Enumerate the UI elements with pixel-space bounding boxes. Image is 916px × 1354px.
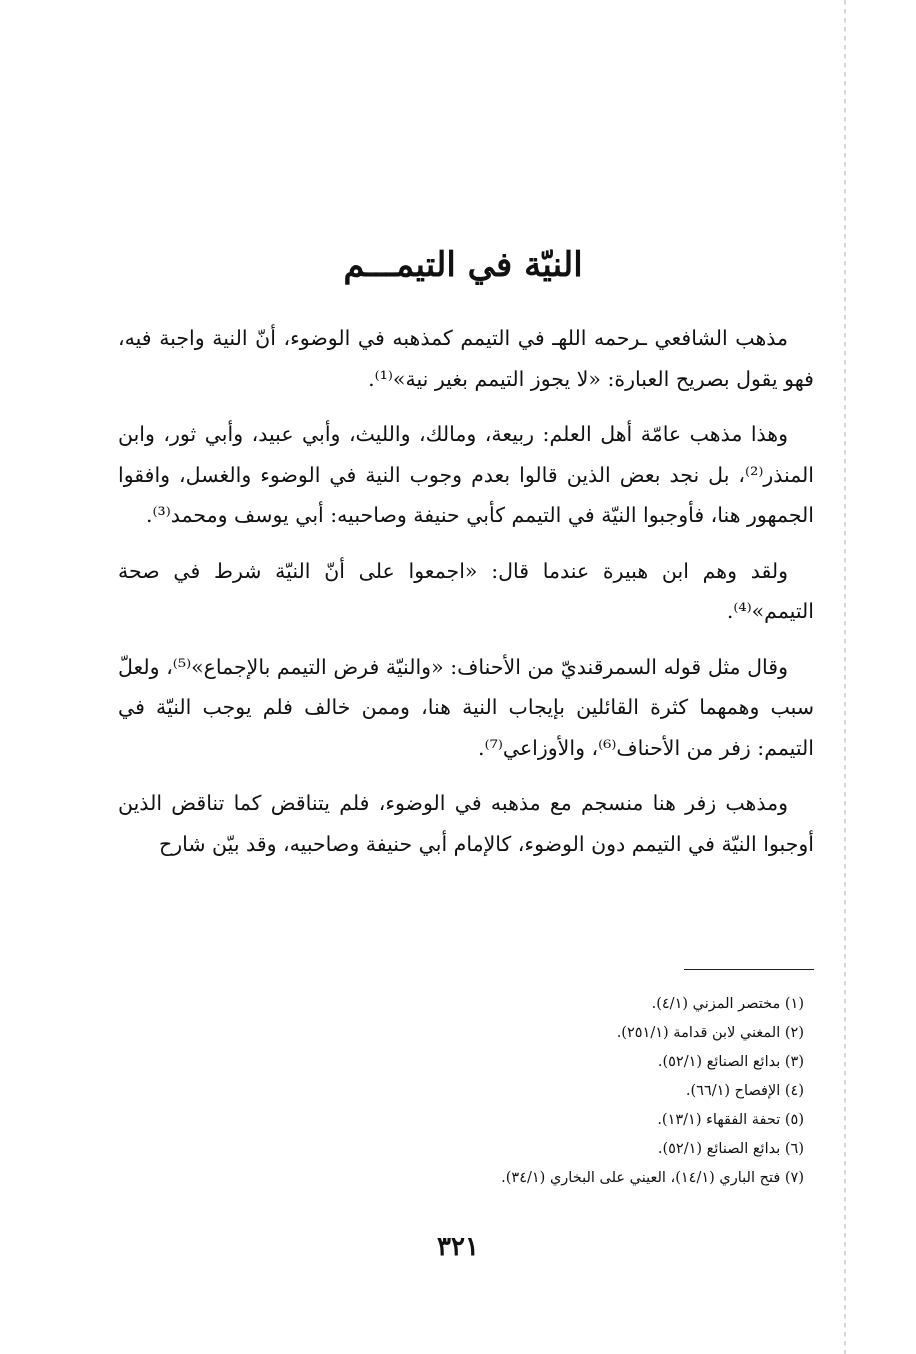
footnote: (١) مختصر المزني (٤/١). xyxy=(651,996,804,1012)
footnote: (٤) الإفصاح (٦٦/١). xyxy=(685,1083,804,1099)
paragraph: وقال مثل قوله السمرقنديّ من الأحناف: «والنيّة فرض التيمم بالإجماع»⁽⁵⁾، ولعلّ سبب وهمهما كثرة القائلين بإيجاب النية هنا، وممن خالف فلم يوجب النيّة في التيمم: زفر من الأحناف⁽⁶⁾، والأوزاعي⁽⁷⁾. xyxy=(118,654,814,760)
chapter-title: النيّة في التيمـــم xyxy=(343,244,583,285)
footnote: (٦) بدائع الصنائع (٥٢/١). xyxy=(657,1141,804,1157)
footnote: (٧) فتح الباري (١٤/١)، العيني على البخاري (٣٤/١). xyxy=(501,1170,804,1186)
paragraph: ولقد وهم ابن هبيرة عندما قال: «اجمعوا على أنّ النيّة شرط في صحة التيمم»⁽⁴⁾. xyxy=(118,558,814,623)
paragraph: وهذا مذهب عامّة أهل العلم: ربيعة، ومالك، والليث، وأبي عبيد، وأبي ثور، وابن المنذر⁽²⁾، بل نجد بعض الذين قالوا بعدم وجوب النية في الوضوء والغسل، وافقوا الجمهور هنا، فأوجبوا النيّة في التيمم كأبي حنيفة وصاحبيه: أبي يوسف ومحمد⁽³⁾. xyxy=(118,422,814,527)
footnote-divider xyxy=(684,969,814,970)
paragraph: مذهب الشافعي ـرحمه اللهـ في التيمم كمذهبه في الوضوء، أنّ النية واجبة فيه، فهو يقول بصريح العبارة: «لا يجوز التيمم بغير نية»⁽¹⁾. xyxy=(118,326,814,391)
paragraph: ومذهب زفر هنا منسجم مع مذهبه في الوضوء، فلم يتناقض كما تناقض الذين أوجبوا النيّة في التيمم دون الوضوء، كالإمام أبي حنيفة وصاحبيه، وقد بيّن شارح xyxy=(118,791,814,856)
body-text xyxy=(118,318,814,879)
page-number: ٣٢١ xyxy=(437,1232,479,1262)
footnote: (٥) تحفة الفقهاء (١٣/١). xyxy=(657,1112,804,1128)
footnotes-list xyxy=(118,990,804,1193)
scan-edge-marks xyxy=(844,0,846,1354)
footnote: (٣) بدائع الصنائع (٥٢/١). xyxy=(657,1054,804,1070)
footnote: (٢) المغني لابن قدامة (٢٥١/١). xyxy=(616,1025,804,1041)
